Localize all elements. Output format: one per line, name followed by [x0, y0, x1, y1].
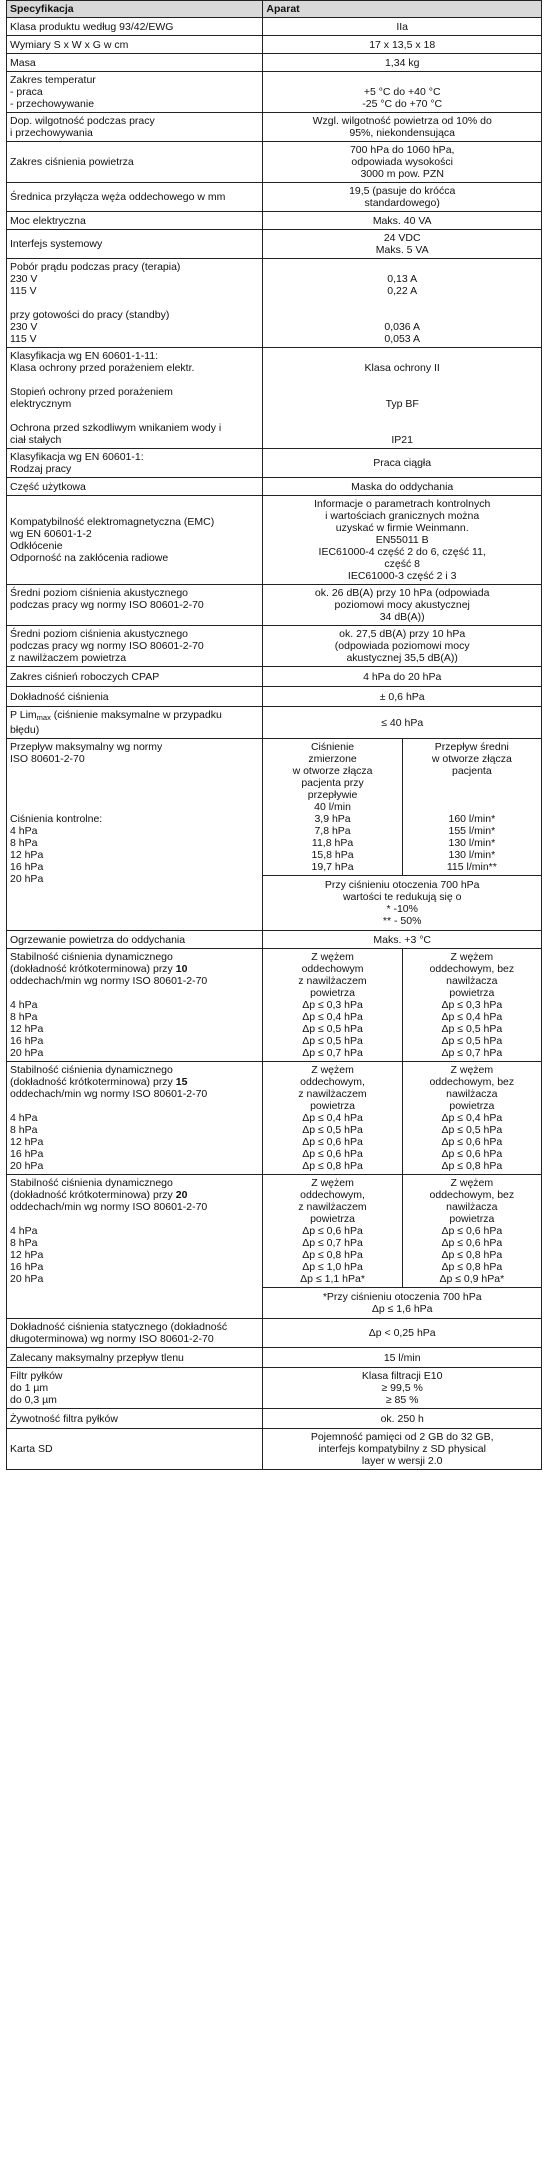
table-header — [7, 1, 542, 18]
cell-text: 0,036 A — [384, 321, 420, 333]
cell-text: 0,053 A — [384, 333, 420, 345]
cell-text: podczas pracy wg normy ISO 80601-2-70 — [10, 599, 204, 611]
cell-text: poziomowi mocy akustycznej — [334, 599, 470, 611]
cell-text: Z wężem — [311, 1064, 354, 1076]
emc-value — [263, 496, 542, 585]
row-label: Masa — [7, 54, 263, 72]
cell-text: Przepływ maksymalny wg normy — [10, 741, 163, 753]
cell-text: Klasa ochrony przed porażeniem elektr. — [10, 362, 195, 374]
cell-text: ≥ 99,5 % — [381, 1382, 423, 1394]
noise1-value — [263, 585, 542, 626]
cell-text: Średni poziom ciśnienia akustycznego — [10, 628, 189, 640]
noise2-value — [263, 626, 542, 667]
cell-text: Δp ≤ 0,8 hPa — [302, 1249, 363, 1261]
cell-text: (dokładność krótkoterminowa) przy — [10, 963, 176, 975]
cell-text: Δp ≤ 0,5 hPa — [302, 1023, 363, 1035]
cell-text: nawilżacza — [446, 1088, 498, 1100]
table-row — [7, 949, 542, 1062]
cell-text: 19,7 hPa — [311, 861, 354, 873]
oxygen-value: 15 l/min — [263, 1348, 542, 1368]
cell-text: 7,8 hPa — [314, 825, 351, 837]
cell-text: Δp ≤ 0,6 hPa — [441, 1148, 503, 1160]
cell-text: Δp ≤ 0,5 hPa — [302, 1124, 363, 1136]
spec-table — [6, 0, 542, 1470]
cell-text: Δp ≤ 0,4 hPa — [302, 1112, 363, 1124]
hose-label: Średnica przyłącza węża oddechowego w mm — [7, 183, 263, 212]
cell-text: 700 hPa do 1060 hPa, — [349, 144, 455, 156]
pressure-accuracy-label: Dokładność ciśnienia — [7, 687, 263, 707]
table-row — [7, 739, 542, 876]
cell-text: Filtr pyłków — [10, 1370, 63, 1382]
cell-text: oddechowym, bez — [429, 963, 515, 975]
cpap-range-label: Zakres ciśnień roboczych CPAP — [7, 667, 263, 687]
heating-value: Maks. +3 °C — [263, 931, 542, 949]
table-row — [7, 449, 542, 478]
cell-text: (dokładność krótkoterminowa) przy — [10, 1189, 176, 1201]
cell-text: 230 V — [10, 321, 38, 333]
cell-text: powietrza — [449, 987, 495, 999]
table-row — [7, 1319, 542, 1348]
cell-text: 12 hPa — [10, 1249, 44, 1261]
cell-text: do 0,3 µm — [10, 1394, 57, 1406]
cell-text: elektrycznym — [10, 398, 72, 410]
cell-text: 16 hPa — [10, 861, 44, 873]
cell-text: Δp ≤ 0,4 hPa — [302, 1011, 363, 1023]
cell-text: Stabilność ciśnienia dynamicznego — [10, 951, 173, 963]
max-flow-col1 — [263, 739, 402, 875]
cell-text: (ciśnienie maksymalne w przypadku — [50, 709, 222, 721]
cell-text: Ciśnienia kontrolne: — [10, 813, 103, 825]
cell-text: Z wężem — [311, 1177, 354, 1189]
cell-text: 130 l/min* — [448, 849, 496, 861]
table-row — [7, 1175, 542, 1288]
cell-text: Δp ≤ 1,1 hPa* — [300, 1273, 365, 1285]
cell-text: podczas pracy wg normy ISO 80601-2-70 — [10, 640, 204, 652]
cell-text: Maks. 5 VA — [375, 244, 429, 256]
cell-text: Z wężem — [311, 951, 354, 963]
cell-text: Typ BF — [385, 398, 419, 410]
cell-text: EN55011 B — [375, 534, 429, 546]
pollen-filter-value — [263, 1368, 542, 1409]
cell-text: ok. 26 dB(A) przy 10 hPa (odpowiada — [314, 587, 490, 599]
cell-text: Przy ciśnieniu otoczenia 700 hPa — [324, 879, 480, 891]
cell-text: 155 l/min* — [448, 825, 496, 837]
row-value: 1,34 kg — [263, 54, 542, 72]
pressure-range-value — [263, 142, 542, 183]
cell-text: Δp ≤ 0,8 hPa — [441, 1261, 503, 1273]
power-label: Moc elektryczna — [7, 212, 263, 230]
cell-text: Kompatybilność elektromagnetyczna (EMC) — [10, 516, 215, 528]
pressure-range-label: Zakres ciśnienia powietrza — [7, 142, 263, 183]
cell-text: Klasa filtracji E10 — [361, 1370, 443, 1382]
cell-text: 15,8 hPa — [311, 849, 354, 861]
table-row — [7, 1368, 542, 1409]
cell-text: 12 hPa — [10, 849, 44, 861]
pollen-filter-label — [7, 1368, 263, 1409]
cell-text: 20 hPa — [10, 873, 44, 885]
table-row — [7, 1062, 542, 1175]
cell-text: z nawilżaczem — [298, 975, 367, 987]
table-row — [7, 1429, 542, 1470]
cell-text: IEC61000-4 część 2 do 6, część 11, — [318, 546, 486, 558]
table-row — [7, 707, 542, 739]
cell-text: i przechowywania — [10, 127, 93, 139]
cell-text: ** - 50% — [382, 915, 422, 927]
cell-text: Δp ≤ 0,5 hPa — [441, 1124, 503, 1136]
cell-text: * -10% — [386, 903, 418, 915]
cell-text: 20 — [175, 1189, 188, 1201]
interface-label: Interfejs systemowy — [7, 230, 263, 259]
cell-text: 16 hPa — [10, 1261, 44, 1273]
cell-text: 20 hPa — [10, 1047, 44, 1059]
cell-text: Klasyfikacja wg EN 60601-1: — [10, 451, 144, 463]
row-value: 17 x 13,5 x 18 — [263, 36, 542, 54]
stability-20-col2 — [402, 1175, 541, 1287]
cell-text: 8 hPa — [10, 1124, 38, 1136]
humidity-value — [263, 113, 542, 142]
cell-text: Stopień ochrony przed porażeniem — [10, 386, 173, 398]
cell-text: powietrza — [310, 1100, 356, 1112]
cell-text: ISO 80601-2-70 — [10, 753, 85, 765]
table-row — [7, 1348, 542, 1368]
cell-text: layer w wersji 2.0 — [361, 1455, 443, 1467]
table-row — [7, 230, 542, 259]
cell-text: Ochrona przed szkodliwym wnikaniem wody i — [10, 422, 222, 434]
cell-text: 16 hPa — [10, 1035, 44, 1047]
table-row — [7, 687, 542, 707]
cell-text: 12 hPa — [10, 1136, 44, 1148]
cell-text: nawilżacza — [446, 1201, 498, 1213]
stability-20-label — [7, 1175, 263, 1319]
cell-text: oddechach/min wg normy ISO 80601-2-70 — [10, 1088, 208, 1100]
applied-part-value: Maska do oddychania — [263, 478, 542, 496]
cell-text: z nawilżaczem — [298, 1088, 367, 1100]
cell-text: IP21 — [391, 434, 413, 446]
stability-10-col1 — [263, 949, 402, 1061]
humidity-label — [7, 113, 263, 142]
work-mode-value: Praca ciągła — [263, 449, 542, 478]
cell-text: 3000 m pow. PZN — [360, 168, 444, 180]
stability-15-col1 — [263, 1062, 402, 1174]
cell-text: 34 dB(A)) — [379, 611, 425, 623]
cell-text: oddechach/min wg normy ISO 80601-2-70 — [10, 1201, 208, 1213]
cell-text: Ciśnienie — [310, 741, 355, 753]
cell-text: Dop. wilgotność podczas pracy — [10, 115, 155, 127]
cell-text: Z wężem — [450, 1064, 494, 1076]
table-row — [7, 585, 542, 626]
stability-10-col2 — [402, 949, 541, 1061]
cell-text: oddechach/min wg normy ISO 80601-2-70 — [10, 975, 208, 987]
cell-text: Odporność na zakłócenia radiowe — [10, 552, 169, 564]
table-row — [7, 1409, 542, 1429]
row-label: Wymiary S x W x G w cm — [7, 36, 263, 54]
stability-15-col2 — [402, 1062, 541, 1174]
temp-value — [263, 72, 542, 113]
cell-text: 15 — [175, 1076, 188, 1088]
cell-text: Dokładność ciśnienia statycznego (dokładność — [10, 1321, 228, 1333]
cell-text: odpowiada wysokości — [351, 156, 453, 168]
noise2-label — [7, 626, 263, 667]
cell-text: błędu) — [10, 724, 40, 736]
max-flow-label — [7, 739, 263, 931]
cell-text: 0,13 A — [387, 273, 418, 285]
current-label — [7, 259, 263, 348]
cell-text: max — [36, 713, 51, 722]
table-row — [7, 496, 542, 585]
cell-text: Δp ≤ 0,7 hPa — [441, 1047, 503, 1059]
table-row — [7, 113, 542, 142]
cell-text: +5 °C do +40 °C — [363, 86, 441, 98]
temp-label — [7, 72, 263, 113]
cell-text: - przechowywanie — [10, 98, 95, 110]
interface-value — [263, 230, 542, 259]
cell-text: 24 VDC — [383, 232, 421, 244]
cell-text: Δp ≤ 0,9 hPa* — [439, 1273, 505, 1285]
power-value: Maks. 40 VA — [263, 212, 542, 230]
filter-life-label: Żywotność filtra pyłków — [7, 1409, 263, 1429]
cell-text: 8 hPa — [10, 1237, 38, 1249]
cell-text: część 8 — [384, 558, 420, 570]
cell-text: Klasa ochrony II — [364, 362, 440, 374]
cell-text: Δp ≤ 0,8 hPa — [441, 1160, 503, 1172]
cell-text: 95%, niekondensująca — [349, 127, 456, 139]
cell-text: Stabilność ciśnienia dynamicznego — [10, 1177, 173, 1189]
static-accuracy-value: Δp < 0,25 hPa — [263, 1319, 542, 1348]
cell-text: pacjenta przy — [301, 777, 364, 789]
table-row — [7, 142, 542, 183]
cell-text: wg EN 60601-1-2 — [10, 528, 92, 540]
cell-text: Δp ≤ 0,5 hPa — [441, 1035, 503, 1047]
cell-text: 8 hPa — [10, 1011, 38, 1023]
cell-text: oddechowym — [301, 963, 364, 975]
cpap-range-value: 4 hPa do 20 hPa — [263, 667, 542, 687]
cell-text: pacjenta — [451, 765, 492, 777]
cell-text: Z wężem — [450, 1177, 494, 1189]
cell-text: Stabilność ciśnienia dynamicznego — [10, 1064, 173, 1076]
noise1-label — [7, 585, 263, 626]
stability-10-values — [263, 949, 542, 1062]
cell-text: wartości te redukują się o — [342, 891, 462, 903]
header-aparat: Aparat — [263, 1, 542, 18]
cell-text: - praca — [10, 86, 43, 98]
cell-text: 20 hPa — [10, 1273, 44, 1285]
cell-text: Δp ≤ 0,6 hPa — [302, 1136, 363, 1148]
sd-card-value — [263, 1429, 542, 1470]
heating-label: Ogrzewanie powietrza do oddychania — [7, 931, 263, 949]
cell-text: IEC61000-3 część 2 i 3 — [347, 570, 457, 582]
table-row — [7, 18, 542, 36]
table-row — [7, 36, 542, 54]
cell-text: powietrza — [310, 1213, 356, 1225]
cell-text: Odkłócenie — [10, 540, 63, 552]
cell-text: standardowego) — [364, 197, 440, 209]
cell-text: 8 hPa — [10, 837, 38, 849]
cell-text: powietrza — [449, 1100, 495, 1112]
cell-text: Rodzaj pracy — [10, 463, 72, 475]
cell-text: Średni poziom ciśnienia akustycznego — [10, 587, 189, 599]
stability-20-col1 — [263, 1175, 402, 1287]
hose-value — [263, 183, 542, 212]
table-row — [7, 54, 542, 72]
cell-text: 0,22 A — [387, 285, 418, 297]
cell-text: 4 hPa — [10, 999, 38, 1011]
cell-text: 4 hPa — [10, 825, 38, 837]
cell-text: Δp ≤ 0,4 hPa — [441, 1112, 503, 1124]
cell-text: 130 l/min* — [448, 837, 496, 849]
cell-text: oddechowym, — [300, 1189, 365, 1201]
cell-text: P Lim — [10, 709, 37, 721]
cell-text: Informacje o parametrach kontrolnych — [314, 498, 491, 510]
cell-text: 11,8 hPa — [311, 837, 354, 849]
cell-text: w otworze złącza — [292, 765, 373, 777]
table-row — [7, 626, 542, 667]
cell-text: 115 V — [10, 285, 37, 297]
cell-text: 40 l/min — [314, 801, 351, 813]
cell-text: 19,5 (pasuje do króćca — [349, 185, 456, 197]
current-value — [263, 259, 542, 348]
cell-text: Δp ≤ 0,6 hPa — [302, 1225, 363, 1237]
cell-text: Δp ≤ 1,6 hPa — [371, 1303, 433, 1315]
cell-text: 115 l/min** — [446, 861, 497, 873]
table-row — [7, 348, 542, 449]
classification-label — [7, 348, 263, 449]
row-label: Klasa produktu według 93/42/EWG — [7, 18, 263, 36]
stability-20-note — [263, 1288, 542, 1319]
filter-life-value: ok. 250 h — [263, 1409, 542, 1429]
cell-text: Δp ≤ 0,5 hPa — [441, 1023, 503, 1035]
cell-text: Δp ≤ 0,3 hPa — [302, 999, 363, 1011]
cell-text: 4 hPa — [10, 1225, 38, 1237]
table-row — [7, 183, 542, 212]
cell-text: 10 — [175, 963, 188, 975]
stability-20-values — [263, 1175, 542, 1288]
cell-text: 16 hPa — [10, 1148, 44, 1160]
cell-text: i wartościach granicznych można — [325, 510, 480, 522]
cell-text: Δp ≤ 0,4 hPa — [441, 1011, 503, 1023]
cell-text: oddechowym, bez — [429, 1076, 515, 1088]
table-row — [7, 259, 542, 348]
cell-text: (odpowiada poziomowi mocy — [334, 640, 470, 652]
table-row — [7, 72, 542, 113]
cell-text: 12 hPa — [10, 1023, 44, 1035]
table-row — [7, 478, 542, 496]
cell-text: Pobór prądu podczas pracy (terapia) — [10, 261, 181, 273]
cell-text: 160 l/min* — [448, 813, 496, 825]
cell-text: uzyskać w firmie Weinmann. — [335, 522, 469, 534]
plim-label — [7, 707, 263, 739]
cell-text: oddechowym, bez — [429, 1189, 515, 1201]
cell-text: do 1 µm — [10, 1382, 49, 1394]
cell-text: zmierzone — [308, 753, 357, 765]
sd-card-label: Karta SD — [7, 1429, 263, 1470]
cell-text: oddechowym, — [300, 1076, 365, 1088]
cell-text: przepływie — [307, 789, 358, 801]
max-flow-note — [263, 876, 542, 931]
table-row — [7, 212, 542, 230]
cell-text: powietrza — [310, 987, 356, 999]
cell-text: ≥ 85 % — [385, 1394, 419, 1406]
emc-label — [7, 496, 263, 585]
cell-text: Z wężem — [450, 951, 494, 963]
cell-text: Przepływ średni — [434, 741, 509, 753]
stability-10-label — [7, 949, 263, 1062]
cell-text: 230 V — [10, 273, 38, 285]
cell-text: przy gotowości do pracy (standby) — [10, 309, 170, 321]
max-flow-col2 — [402, 739, 541, 875]
cell-text: Δp ≤ 0,7 hPa — [302, 1047, 363, 1059]
header-specyfikacja: Specyfikacja — [7, 1, 263, 18]
cell-text: Wzgl. wilgotność powietrza od 10% do — [312, 115, 492, 127]
cell-text: długoterminowa) wg normy ISO 80601-2-70 — [10, 1333, 214, 1345]
cell-text: Δp ≤ 0,8 hPa — [441, 1249, 503, 1261]
plim-value: ≤ 40 hPa — [263, 707, 542, 739]
row-value: IIa — [263, 18, 542, 36]
stability-15-values — [263, 1062, 542, 1175]
cell-text: 115 V — [10, 333, 37, 345]
oxygen-label: Zalecany maksymalny przepływ tlenu — [7, 1348, 263, 1368]
classification-value — [263, 348, 542, 449]
cell-text: Pojemność pamięci od 2 GB do 32 GB, — [310, 1431, 494, 1443]
cell-text: Zakres temperatur — [10, 74, 96, 86]
table-row — [7, 667, 542, 687]
cell-text: z nawilżaczem — [298, 1201, 367, 1213]
cell-text: powietrza — [449, 1213, 495, 1225]
cell-text: *Przy ciśnieniu otoczenia 700 hPa — [322, 1291, 482, 1303]
cell-text: akustycznej 35,5 dB(A)) — [346, 652, 458, 664]
cell-text: interfejs kompatybilny z SD physical — [318, 1443, 486, 1455]
static-accuracy-label — [7, 1319, 263, 1348]
table-row — [7, 931, 542, 949]
cell-text: nawilżacza — [446, 975, 498, 987]
cell-text: Δp ≤ 0,6 hPa — [302, 1148, 363, 1160]
cell-text: ciał stałych — [10, 434, 62, 446]
pressure-accuracy-value: ± 0,6 hPa — [263, 687, 542, 707]
cell-text: Δp ≤ 0,3 hPa — [441, 999, 503, 1011]
cell-text: Klasyfikacja wg EN 60601-1-11: — [10, 350, 159, 362]
cell-text: z nawilżaczem powietrza — [10, 652, 127, 664]
cell-text: ok. 27,5 dB(A) przy 10 hPa — [339, 628, 466, 640]
cell-text: -25 °C do +70 °C — [362, 98, 443, 110]
cell-text: Δp ≤ 0,6 hPa — [441, 1237, 503, 1249]
max-flow-values — [263, 739, 542, 876]
cell-text: Δp ≤ 0,7 hPa — [302, 1237, 363, 1249]
cell-text: (dokładność krótkoterminowa) przy — [10, 1076, 176, 1088]
cell-text: 3,9 hPa — [314, 813, 351, 825]
applied-part-label: Część użytkowa — [7, 478, 263, 496]
cell-text: 20 hPa — [10, 1160, 44, 1172]
cell-text: Δp ≤ 0,5 hPa — [302, 1035, 363, 1047]
work-mode-label — [7, 449, 263, 478]
cell-text: Δp ≤ 1,0 hPa — [302, 1261, 363, 1273]
stability-15-label — [7, 1062, 263, 1175]
cell-text: Δp ≤ 0,6 hPa — [441, 1225, 503, 1237]
cell-text: 4 hPa — [10, 1112, 38, 1124]
cell-text: Δp ≤ 0,8 hPa — [302, 1160, 363, 1172]
cell-text: w otworze złącza — [431, 753, 512, 765]
cell-text: Δp ≤ 0,6 hPa — [441, 1136, 503, 1148]
